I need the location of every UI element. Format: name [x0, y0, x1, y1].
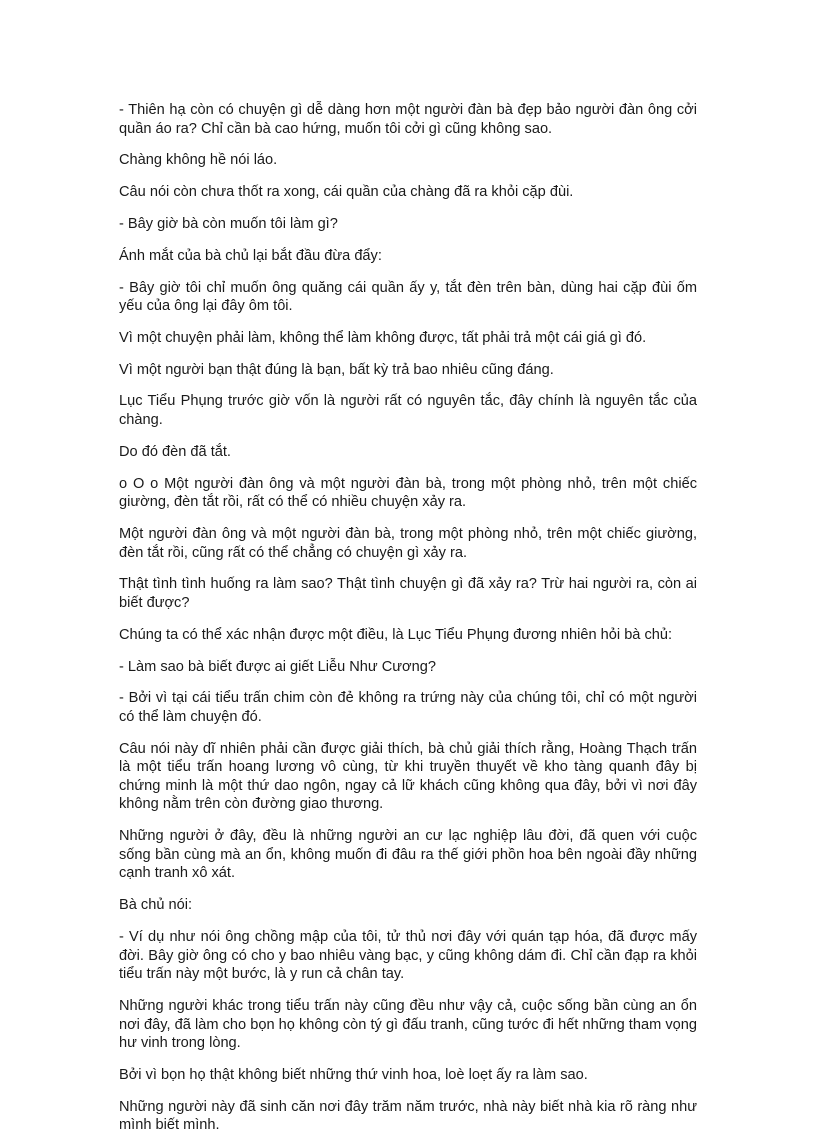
- paragraph: Bởi vì bọn họ thật không biết những thứ vinh hoa, loè loẹt ấy ra làm sao.: [119, 1066, 588, 1083]
- paragraph: Những người ở đây, đều là những người an cư lạc nghiệp lâu đời, đã quen với cuộc sống bần cùng mà an ổn, không muốn đi đâu ra thế giới phồn hoa bên ngoài đầy những cạnh tranh xô xát.: [119, 828, 697, 882]
- paragraph: - Bây giờ tôi chỉ muốn ông quăng cái quần ấy y, tắt đèn trên bàn, dùng hai cặp đùi ốm yếu của ông lại đây ôm tôi.: [119, 279, 697, 315]
- paragraph: - Làm sao bà biết được ai giết Liễu Như Cương?: [119, 658, 436, 675]
- paragraph: Lục Tiểu Phụng trước giờ vốn là người rất có nguyên tắc, đây chính là nguyên tắc của chàng.: [119, 393, 697, 429]
- paragraph: Câu nói này dĩ nhiên phải cần được giải thích, bà chủ giải thích rằng, Hoàng Thạch trấn là một tiểu trấn hoang lương vô cùng, từ khi truyền thuyết về kho tàng quanh đây bị chứng minh là một thứ dao ngôn, ngay cả lữ khách cũng không qua đây, bởi vì nơi đây không nằm trên còn đường giao thương.: [119, 740, 697, 813]
- paragraph: Câu nói còn chưa thốt ra xong, cái quần của chàng đã ra khỏi cặp đùi.: [119, 184, 574, 201]
- paragraph: Những người này đã sinh căn nơi đây trăm năm trước, nhà này biết nhà kia rõ ràng như mình biết mình.: [119, 1098, 697, 1134]
- paragraph: o O o Một người đàn ông và một người đàn bà, trong một phòng nhỏ, trên một chiếc giường, đèn tắt rồi, rất có thể có nhiều chuyện xảy ra.: [119, 475, 697, 511]
- paragraph: Do đó đèn đã tắt.: [119, 443, 231, 460]
- paragraph: - Bởi vì tại cái tiểu trấn chim còn đẻ không ra trứng này của chúng tôi, chỉ có một người có thể làm chuyện đó.: [119, 690, 697, 725]
- paragraph: - Bây giờ bà còn muốn tôi làm gì?: [119, 215, 338, 232]
- paragraph: Ánh mắt của bà chủ lại bắt đầu đừa đẩy:: [119, 247, 382, 264]
- paragraph: - Ví dụ như nói ông chồng mập của tôi, tử thủ nơi đây với quán tạp hóa, đã được mấy đời. Bây giờ ông có cho y bao nhiêu vàng bạc, y cũng không dám đi. Chỉ cần đạp ra khỏi tiểu trấn này một bước, là y run cả chân tay.: [119, 928, 697, 983]
- paragraph: Chúng ta có thể xác nhận được một điều, là Lục Tiểu Phụng đương nhiên hỏi bà chủ:: [119, 626, 673, 643]
- paragraph: Bà chủ nói:: [119, 897, 193, 914]
- paragraph: Thật tình tình huống ra làm sao? Thật tình chuyện gì đã xảy ra? Trừ hai người ra, còn ai biết được?: [119, 576, 697, 611]
- paragraph: - Thiên hạ còn có chuyện gì dễ dàng hơn một người đàn bà đẹp bảo người đàn ông cởi quần áo ra? Chỉ cần bà cao hứng, muốn tôi cởi gì cũng không sao.: [119, 102, 697, 137]
- paragraph: Những người khác trong tiểu trấn này cũng đều như vậy cả, cuộc sống bần cùng an ổn nơi đây, đã làm cho bọn họ không còn tý gì đấu tranh, cũng tước đi hết những tham vọng hư vinh trong lòng.: [119, 997, 697, 1052]
- paragraph: Vì một người bạn thật đúng là bạn, bất kỳ trả bao nhiêu cũng đáng.: [119, 361, 554, 378]
- document-body: [119, 101, 697, 1148]
- paragraph: Một người đàn ông và một người đàn bà, trong một phòng nhỏ, trên một chiếc giường, đèn tắt rồi, cũng rất có thể chẳng có chuyện gì xảy ra.: [119, 525, 697, 561]
- paragraph: Vì một chuyện phải làm, không thể làm không được, tất phải trả một cái giá gì đó.: [119, 329, 647, 346]
- paragraph: Chàng không hề nói láo.: [119, 152, 278, 169]
